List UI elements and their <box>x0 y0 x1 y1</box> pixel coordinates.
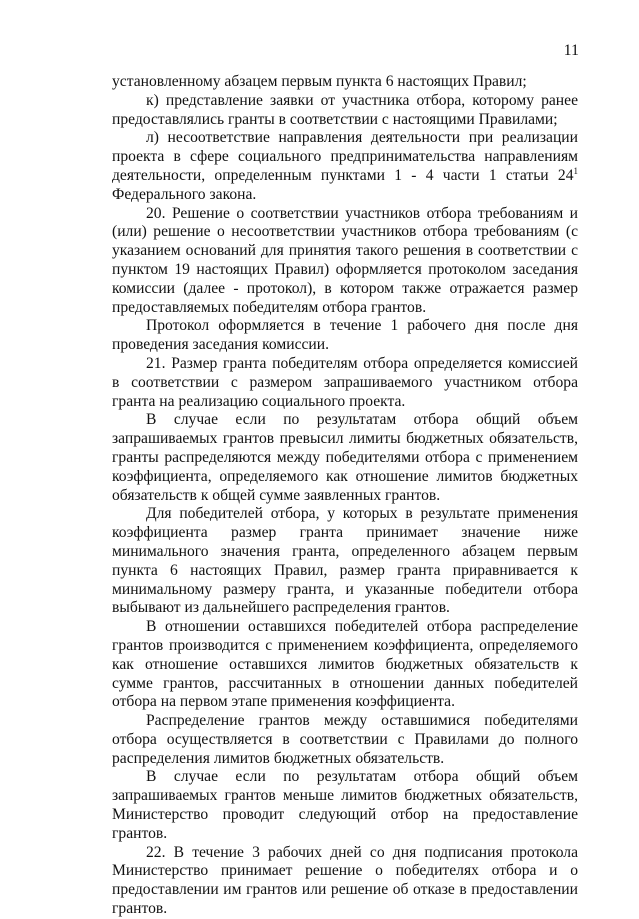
paragraph-distribution: Распределение грантов между оставшимися победителями отбора осуществляется в соответствии с Правилами до полного распределения лимитов бюджетных обязательств. <box>112 712 578 767</box>
paragraph-21: 21. Размер гранта победителям отбора определяется комиссией в соответствии с размером запрашиваемого участником отбора гранта на реализацию социального проекта. <box>112 354 578 410</box>
paragraph-20: 20. Решение о соответствии участников отбора требованиям и (или) решение о несоответствии участников отбора требованиям (с указанием оснований для принятия такого решения в соответствии с пунктом 19 настоящих Правил) оформляется протоколом заседания комиссии (далее - протокол), в котором также отражается размер предоставляемых победителям отбора грантов. <box>112 204 578 316</box>
paragraph-item-k: к) представление заявки от участника отбора, которому ранее предоставлялись гранты в соответствии с настоящими Правилами; <box>112 91 578 128</box>
document-body <box>112 73 578 919</box>
superscript-marker: 1 <box>573 165 578 176</box>
paragraph-item-l <box>112 129 578 204</box>
paragraph-continuation: установленному абзацем первым пункта 6 настоящих Правил; <box>112 73 527 90</box>
paragraph-protocol: Протокол оформляется в течение 1 рабочего дня после дня проведения заседания комиссии. <box>112 317 578 354</box>
paragraph-22: 22. В течение 3 рабочих дней со дня подписания протокола Министерство принимает решение о победителях отбора и о предоставлении им грантов или решение об отказе в предоставлении грантов. <box>112 843 578 918</box>
paragraph-limits-not-reached: В случае если по результатам отбора общий объем запрашиваемых грантов меньше лимитов бюджетных обязательств, Министерство проводит следующий отбор на предоставление грантов. <box>112 768 578 842</box>
paragraph-remaining-winners: В отношении оставшихся победителей отбора распределение грантов производится с применением коэффициента, определяемого как отношение оставшихся лимитов бюджетных обязательств к сумме грантов, рассчитанных в отношении данных победителей отбора на первом этапе применения коэффициента. <box>112 618 578 711</box>
paragraph-limits-exceeded: В случае если по результатам отбора общий объем запрашиваемых грантов превысил лимиты бюджетных обязательств, гранты распределяются между победителями отбора с применением коэффициента, определяемого как отношение лимитов бюджетных обязательств к общей сумме заявленных грантов. <box>112 411 578 504</box>
paragraph-item-l-text: л) несоответствие направления деятельности при реализации проекта в сфере социального предпринимательства направлениям деятельности, определенным пунктами 1 - 4 части 1 статьи 24 <box>112 129 578 184</box>
page-number: 11 <box>563 42 579 59</box>
paragraph-min-grant: Для победителей отбора, у которых в результате применения коэффициента размер гранта принимает значение ниже минимального значения гранта, определенного абзацем первым пункта 6 настоящих Правил, размер гранта приравнивается к минимальному размеру гранта, и указанные победители отбора выбывают из дальнейшего распределения грантов. <box>112 505 578 617</box>
paragraph-item-l-tail: Федерального закона. <box>112 185 257 203</box>
